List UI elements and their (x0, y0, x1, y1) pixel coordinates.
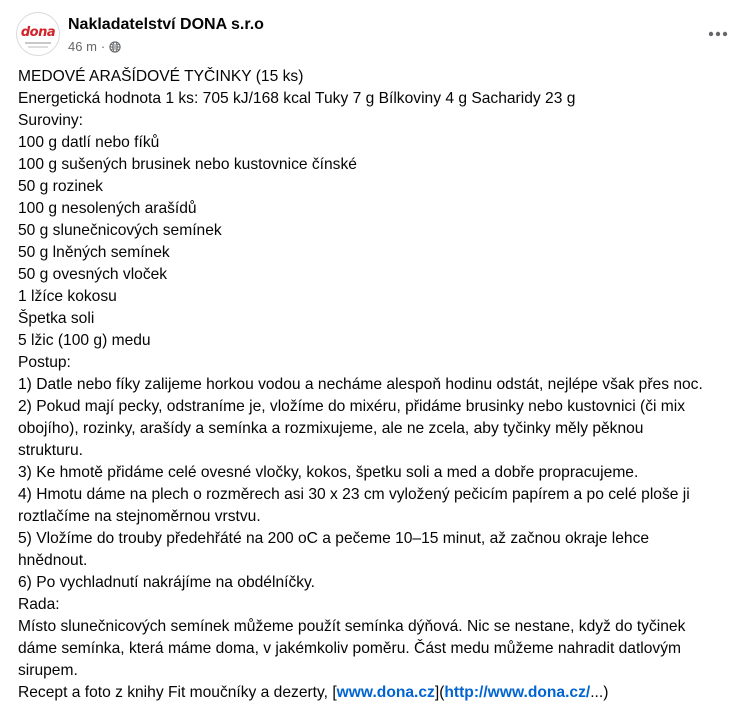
step-2-line-3: strukturu. (18, 442, 83, 459)
more-options-button[interactable] (700, 20, 736, 48)
globe-icon[interactable] (109, 41, 121, 53)
ingredient-item: 1 lžíce kokosu (18, 288, 117, 305)
dona-link[interactable]: www.dona.cz (336, 684, 435, 701)
step-1: 1) Datle nebo fíky zalijeme horkou vodou a necháme alespoň hodinu odstát, nejlépe však přes noc. (18, 376, 703, 393)
nutrition-info: Energetická hodnota 1 ks: 705 kJ/168 kcal Tuky 7 g Bílkoviny 4 g Sacharidy 23 g (18, 90, 576, 107)
step-4-line-2: roztlačíme na stejnoměrnou vrstvu. (18, 508, 261, 525)
avatar-logo-text: dona (20, 25, 56, 40)
recipe-title: MEDOVÉ ARAŠÍDOVÉ TYČINKY (15 ks) (18, 68, 304, 85)
tip-line-3: sirupem. (18, 662, 78, 679)
tip-line-1: Místo slunečnicových semínek můžeme použít semínka dýňová. Nic se nestane, když do tyčinek (18, 618, 686, 635)
ingredient-item: Špetka soli (18, 310, 95, 327)
source-mid: ]( (434, 684, 445, 701)
source-prefix: Recept a foto z knihy Fit moučníky a dezerty, [ (18, 684, 337, 701)
step-6: 6) Po vychladnutí nakrájíme na obdélníčky. (18, 574, 316, 591)
source-suffix: ...) (590, 684, 609, 701)
post-meta (68, 39, 121, 55)
ingredient-item: 100 g datlí nebo fíků (18, 134, 160, 151)
ingredient-item: 50 g rozinek (18, 178, 103, 195)
steps-heading: Postup: (18, 354, 71, 371)
avatar-logo-tagline-2 (28, 46, 48, 48)
ingredient-item: 50 g lněných semínek (18, 244, 170, 261)
ingredient-item: 5 lžic (100 g) medu (18, 332, 151, 349)
dona-url-link[interactable]: http://www.dona.cz/ (444, 684, 591, 701)
step-5-line-2: hnědnout. (18, 552, 88, 569)
source-line (18, 682, 743, 704)
tip-heading: Rada: (18, 596, 60, 613)
tip-line-2: dáme semínka, která máme doma, v jakémkoliv poměru. Část medu můžeme nahradit datlovým (18, 640, 682, 657)
ingredient-item: 100 g sušených brusinek nebo kustovnice čínské (18, 156, 357, 173)
page-name-link[interactable]: Nakladatelství DONA s.r.o (68, 16, 264, 33)
step-4-line-1: 4) Hmotu dáme na plech o rozměrech asi 30 x 23 cm vyložený pečicím papírem a po celé ploše ji (18, 486, 690, 503)
avatar-logo-tagline (25, 42, 51, 44)
meta-separator: · (100, 39, 106, 54)
step-5-line-1: 5) Vložíme do trouby předehřáté na 200 oC a pečeme 10–15 minut, až začnou okraje lehce (18, 530, 650, 547)
more-dots-icon (708, 31, 728, 37)
step-2-line-2: obojího), rozinky, arašídy a semínka a rozmixujeme, ale ne zcela, aby tyčinky měly pěknou (18, 420, 644, 437)
ingredient-item: 50 g ovesných vloček (18, 266, 168, 283)
post-header (0, 0, 750, 66)
step-2-line-1: 2) Pokud mají pecky, odstraníme je, vložíme do mixéru, přidáme brusinky nebo kustovnici (či mix (18, 398, 686, 415)
ingredient-item: 100 g nesolených arašídů (18, 200, 197, 217)
post-body (18, 66, 743, 704)
step-3: 3) Ke hmotě přidáme celé ovesné vločky, kokos, špetku soli a med a dobře propracujeme. (18, 464, 639, 481)
ingredient-item: 50 g slunečnicových semínek (18, 222, 222, 239)
avatar[interactable] (16, 12, 60, 56)
post-timestamp[interactable]: 46 m (68, 39, 97, 54)
ingredients-heading: Suroviny: (18, 112, 84, 129)
